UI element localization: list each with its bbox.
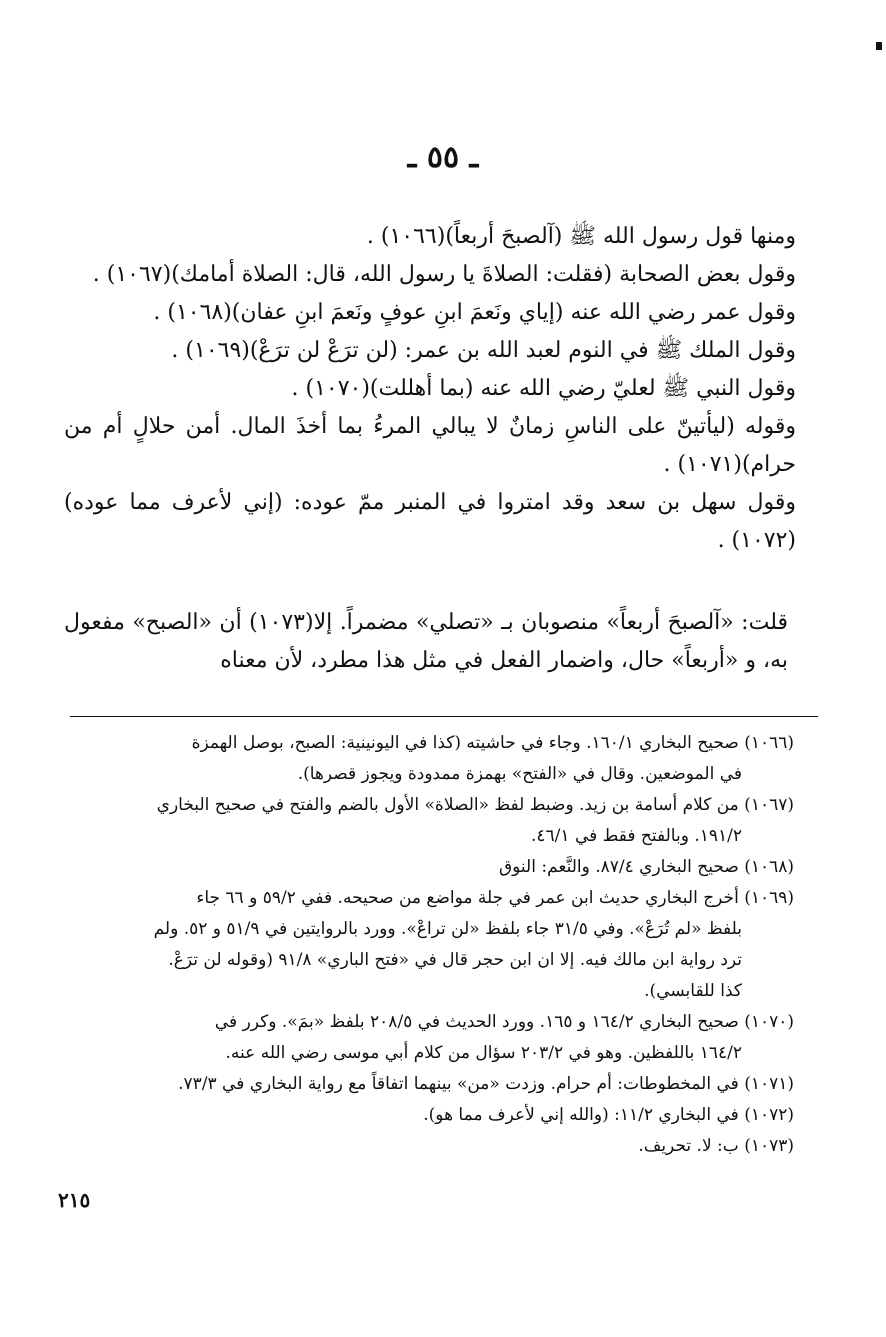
main-line-hadith-1067: وقول بعض الصحابة (فقلت: الصلاةَ يا رسول الله، قال: الصلاة أمامك)(١٠٦٧) . — [92, 262, 796, 287]
section-number: ـ ٥٥ ـ — [407, 140, 479, 175]
footnote-1069-cont-3: كذا للقابسي). — [644, 981, 742, 1001]
footnote-1067-cont: ١٩١/٢. وبالفتح فقط في ٤٦/١. — [531, 826, 742, 846]
footnotes — [64, 728, 794, 1162]
footnote-1066-cont: في الموضعين. وقال في «الفتح» بهمزة ممدودة ويجوز قصرها). — [297, 764, 742, 784]
footnote-1067: (١٠٦٧) من كلام أسامة بن زيد. وضبط لفظ «الصلاة» الأول بالضم والفتح في صحيح البخاري — [156, 795, 794, 815]
footnote-1072: (١٠٧٢) في البخاري ١١/٢: (والله إني لأعرف مما هو). — [423, 1105, 794, 1125]
main-line-hadith-1068: وقول عمر رضي الله عنه (إياي ونَعمَ ابنِ عوفٍ ونَعمَ ابنِ عفان)(١٠٦٨) . — [153, 300, 796, 325]
main-line-hadith-1070: وقول النبي ﷺ لعليّ رضي الله عنه (بما أهللت)(١٠٧٠) . — [291, 376, 796, 401]
footnote-1073: (١٠٧٣) ب: لا. تحريف. — [638, 1136, 794, 1156]
footnote-1070-cont: ١٦٤/٢ باللفظين. وهو في ٢٠٣/٢ سؤال من كلام أبي موسى رضي الله عنه. — [225, 1043, 742, 1063]
scan-edge-mark — [876, 42, 882, 50]
commentary-paragraph: قلت: «آلصبحَ أربعاً» منصوبان بـ «تصلي» مضمراً. إلا(١٠٧٣) أن «الصبح» مفعول به، و «أربعاً» حال، واضمار الفعل في مثل هذا مطرد، لأن معناه — [64, 610, 788, 673]
footnote-divider — [70, 716, 818, 717]
main-text — [64, 218, 824, 560]
footnote-1070: (١٠٧٠) صحيح البخاري ١٦٤/٢ و ١٦٥. وورد الحديث في ٢٠٨/٥ بلفظ «بمَ». وكرر في — [214, 1012, 794, 1032]
footnote-1066: (١٠٦٦) صحيح البخاري ١٦٠/١. وجاء في حاشيته (كذا في اليونينية: الصبح، بوصل الهمزة — [191, 733, 794, 753]
main-line-hadith-1071: وقوله (ليأتينّ على الناسِ زمانٌ لا يبالي المرءُ بما أخذَ المال. أمن حلالٍ أم من حرام)(١٠٧١) . — [64, 414, 796, 477]
footnote-1071: (١٠٧١) في المخطوطات: أم حرام. وزدت «من» بينهما اتفاقاً مع رواية البخاري في ٧٣/٣. — [178, 1074, 794, 1094]
footnote-1069-cont-1: بلفظ «لم تُرَعْ». وفي ٣١/٥ جاء بلفظ «لن تراعْ». وورد بالروايتين في ٥١/٩ و ٥٢. ولم — [153, 919, 742, 939]
main-line-hadith-1066: ومنها قول رسول الله ﷺ (آلصبحَ أربعاً)(١٠٦٦) . — [366, 224, 796, 249]
footnote-1069: (١٠٦٩) أخرج البخاري حديث ابن عمر في جلة مواضع من صحيحه. ففي ٥٩/٢ و ٦٦ جاء — [196, 888, 794, 908]
footnote-1069-cont-2: ترد رواية ابن مالك فيه. إلا ان ابن حجر قال في «فتح الباري» ٩١/٨ (وقوله لن ترَعْ. — [168, 950, 742, 970]
footnote-1068: (١٠٦٨) صحيح البخاري ٨٧/٤. والنَّعم: النوق — [498, 857, 794, 877]
main-line-hadith-1072: وقول سهل بن سعد وقد امتروا في المنبر ممّ عوده: (إني لأعرف مما عوده)(١٠٧٢) . — [64, 490, 796, 553]
commentary — [64, 604, 816, 680]
main-line-hadith-1069: وقول الملك ﷺ في النوم لعبد الله بن عمر: (لن ترَعْ لن ترَعْ)(١٠٦٩) . — [171, 338, 796, 363]
page-number: ٢١٥ — [58, 1188, 91, 1212]
